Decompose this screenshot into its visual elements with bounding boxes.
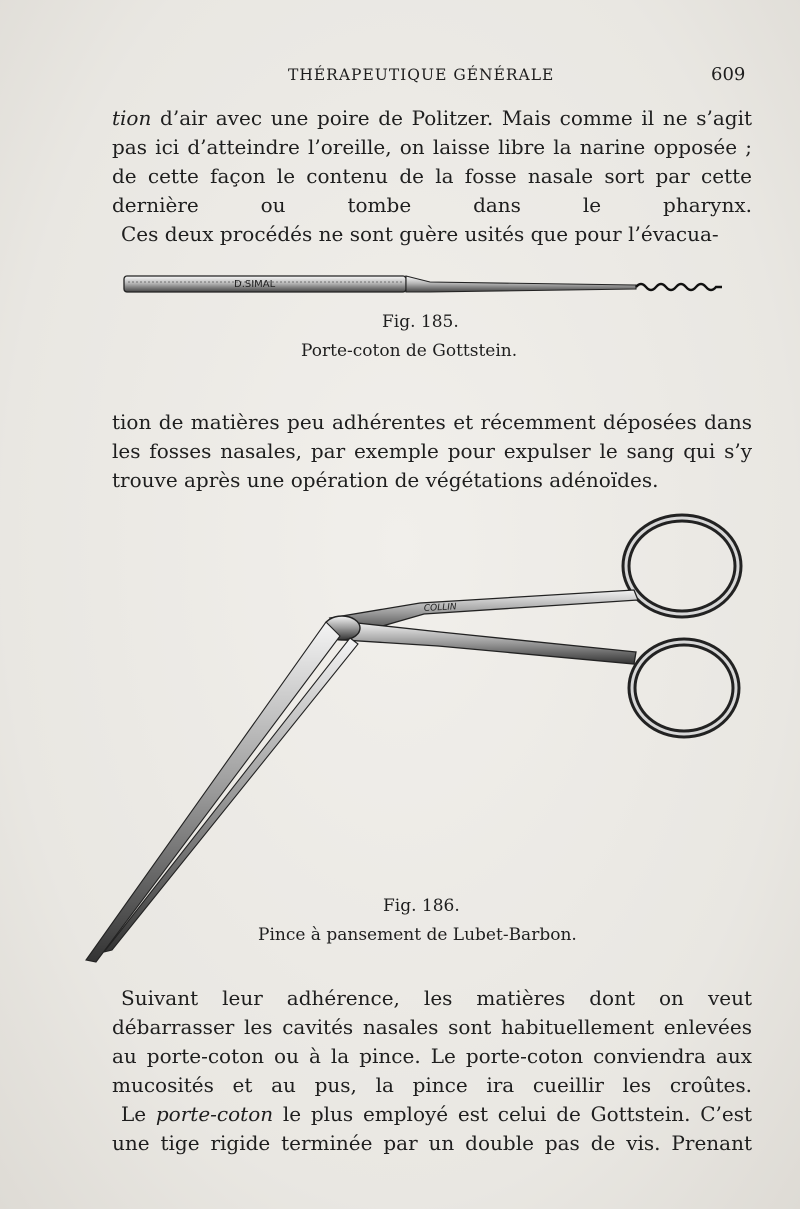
lower-handle: [344, 622, 636, 664]
paragraph-1-text: d’air avec une poire de Politzer. Mais comme il ne s’agit pas ici d’atteindre l’oreille, on laisse libre la narine opposée ; de cette façon le contenu de la fosse nasale sort par cette dernière ou tombe dans le pharynx.: [112, 106, 752, 217]
paragraph-5-lead: Le: [121, 1102, 156, 1126]
maker-engraving: COLLIN: [423, 602, 457, 614]
figure-186-number: Fig. 186.: [383, 896, 460, 916]
upper-jaw: [86, 622, 340, 962]
paragraph-3: tion de matières peu adhérentes et récemment déposées dans les fosses nasales, par exemple pour expulser le sang qui s’y trouve après une opération de végétations adénoïdes.: [112, 410, 752, 492]
running-title: THÉRAPEUTIQUE GÉNÉRALE: [288, 66, 555, 84]
paragraph-2: Ces deux procédés ne sont guère usités que pour l’évacua-: [121, 222, 719, 246]
figure-185-number: Fig. 185.: [382, 312, 459, 332]
lower-jaw: [104, 638, 358, 952]
paragraph-1-italic: tion: [112, 106, 152, 130]
paragraph-4: Suivant leur adhérence, les matières dont on veut débarrasser les cavités nasales sont habituellement enlevées au porte-coton ou à la pince. Le porte-coton conviendra aux mucosités et au pus, la pince ira cueillir les croûtes.: [112, 986, 752, 1097]
figure-185-caption: Porte-coton de Gottstein.: [301, 341, 518, 361]
maker-engraving: D.SIMAL: [234, 279, 276, 290]
paragraph-5: [112, 1100, 752, 1158]
paragraph-5-italic: porte-coton: [155, 1102, 274, 1126]
paragraph-5-text: le plus employé est celui de Gottstein. C’est une tige rigide terminée par un double pas de vis. Prenant: [112, 1102, 752, 1155]
figure-186-caption: Pince à pansement de Lubet-Barbon.: [258, 925, 577, 945]
page-number: 609: [711, 64, 746, 85]
